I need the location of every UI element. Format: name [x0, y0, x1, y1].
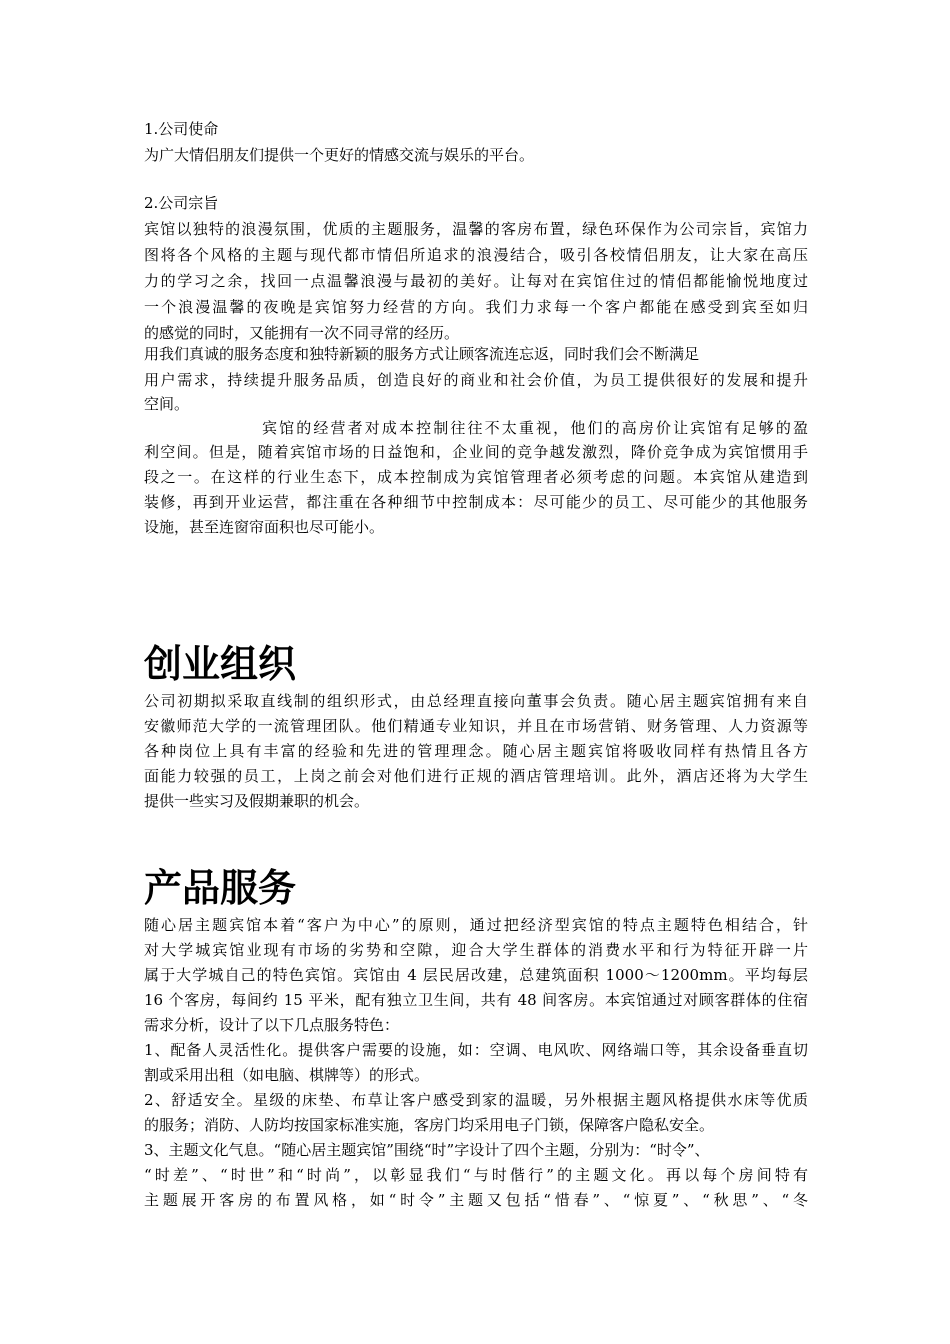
paragraph-line: 用我们真诚的服务态度和独特新颖的服务方式让顾客流连忘返，同时我们会不断满足 [144, 345, 700, 363]
paragraph-line: 利空间。但是，随着宾馆市场的日益饱和，企业间的竞争越发激烈，降价竞争成为宾馆惯用手 [144, 443, 808, 461]
paragraph-line: 2、舒适安全。星级的床垫、布草让客户感受到家的温暖，另外根据主题风格提供水床等优质 [144, 1091, 808, 1109]
paragraph-line: 主题展开客房的布置风格，如“时令”主题又包括“惜春”、“惊夏”、“秋思”、“冬 [144, 1191, 808, 1209]
paragraph-line: 提供一些实习及假期兼职的机会。 [144, 792, 370, 810]
paragraph-line: 的感觉的同时，又能拥有一次不同寻常的经历。 [144, 324, 460, 342]
paragraph-line: 各种岗位上具有丰富的经验和先进的管理理念。随心居主题宾馆将吸收同样有热情且各方 [144, 742, 808, 760]
mission-title: 1.公司使命 [144, 120, 219, 138]
mission-text: 为广大情侣朋友们提供一个更好的情感交流与娱乐的平台。 [144, 146, 535, 164]
paragraph-line: 用户需求，持续提升服务品质，创造良好的商业和社会价值，为员工提供很好的发展和提升 [144, 371, 808, 389]
paragraph-line: 需求分析，设计了以下几点服务特色： [144, 1016, 400, 1034]
paragraph-line-indented: 宾馆的经营者对成本控制往往不太重视，他们的高房价让宾馆有足够的盈 [262, 419, 808, 437]
paragraph-line: 对大学城宾馆业现有市场的劣势和空隙，迎合大学生群体的消费水平和行为特征开辟一片 [144, 941, 808, 959]
purpose-title: 2.公司宗旨 [144, 194, 219, 212]
paragraph-line: 割或采用出租（如电脑、棋牌等）的形式。 [144, 1066, 430, 1084]
paragraph-line: 装修，再到开业运营，都注重在各种细节中控制成本：尽可能少的员工、尽可能少的其他服务 [144, 493, 808, 511]
paragraph-line: 图将各个风格的主题与现代都市情侣所追求的浪漫结合，吸引各校情侣朋友，让大家在高压 [144, 246, 808, 264]
paragraph-line: 面能力较强的员工，上岗之前会对他们进行正规的酒店管理培训。此外，酒店还将为大学生 [144, 767, 808, 785]
paragraph-line: 力的学习之余，找回一点温馨浪漫与最初的美好。让每对在宾馆住过的情侣都能愉悦地度过 [144, 272, 808, 290]
paragraph-line: 设施，甚至连窗帘面积也尽可能小。 [144, 518, 385, 536]
paragraph-line: 空间。 [144, 395, 190, 413]
paragraph-line: 属于大学城自己的特色宾馆。宾馆由 4 层民居改建，总建筑面积 1000～1200mm。平均每层 [144, 966, 808, 984]
paragraph-line: “时差”、“时世”和“时尚”，以彰显我们“与时偕行”的主题文化。再以每个房间特有 [144, 1166, 808, 1184]
section-heading-organization: 创业组织 [144, 642, 297, 686]
paragraph-line: 的服务；消防、人防均按国家标准实施，客房门均采用电子门锁，保障客户隐私安全。 [144, 1116, 715, 1134]
paragraph-line: 公司初期拟采取直线制的组织形式，由总经理直接向董事会负责。随心居主题宾馆拥有来自 [144, 692, 808, 710]
paragraph-line: 宾馆以独特的浪漫氛围，优质的主题服务，温馨的客房布置，绿色环保作为公司宗旨，宾馆力 [144, 220, 808, 238]
paragraph-line: 1、配备人灵活性化。提供客户需要的设施，如：空调、电风吹、网络端口等，其余设备垂直切 [144, 1041, 808, 1059]
paragraph-line: 16 个客房，每间约 15 平米，配有独立卫生间，共有 48 间客房。本宾馆通过对顾客群体的住宿 [144, 991, 808, 1009]
paragraph-line: 随心居主题宾馆本着“客户为中心”的原则，通过把经济型宾馆的特点主题特色相结合，针 [144, 916, 808, 934]
section-heading-services: 产品服务 [144, 866, 297, 910]
paragraph-line: 一个浪漫温馨的夜晚是宾馆努力经营的方向。我们力求每一个客户都能在感受到宾至如归 [144, 298, 808, 316]
paragraph-line: 段之一。在这样的行业生态下，成本控制成为宾馆管理者必须考虑的问题。本宾馆从建造到 [144, 468, 808, 486]
paragraph-line: 安徽师范大学的一流管理团队。他们精通专业知识，并且在市场营销、财务管理、人力资源等 [144, 717, 808, 735]
paragraph-line: 3、主题文化气息。“随心居主题宾馆”围绕“时”字设计了四个主题，分别为：“时令”、 [144, 1141, 710, 1159]
